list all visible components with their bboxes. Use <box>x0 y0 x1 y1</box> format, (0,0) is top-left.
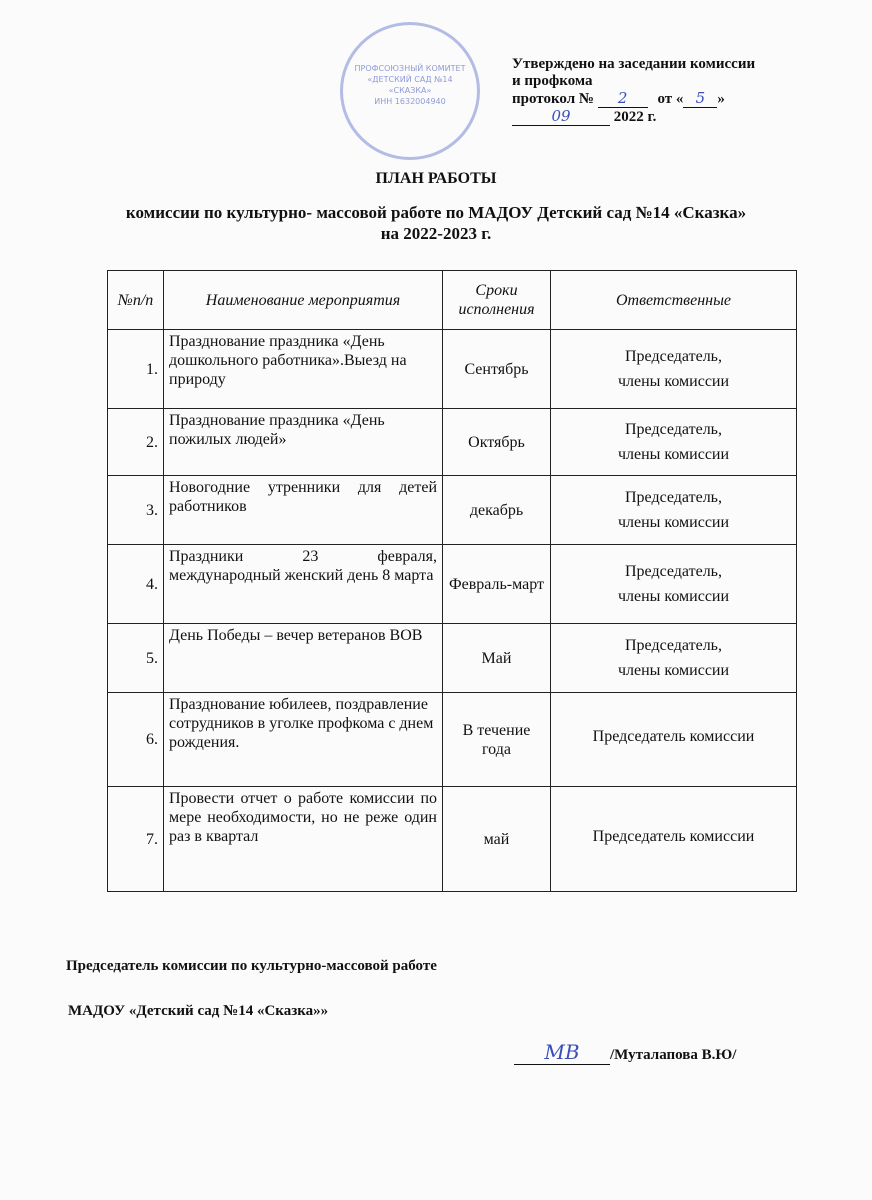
responsible-line1: Председатель комиссии <box>592 827 755 845</box>
table-row <box>108 693 797 787</box>
protocol-month: 09 <box>512 108 610 126</box>
protocol-number: 2 <box>598 90 648 108</box>
row-number: 7. <box>108 787 164 892</box>
from-label: от « <box>657 91 684 107</box>
protocol-label: протокол № <box>512 91 594 107</box>
row-number: 1. <box>108 330 164 409</box>
responsible-line2: члены комиссии <box>617 373 730 390</box>
stamp-text: ПРОФСОЮЗНЫЙ КОМИТЕТ <box>354 64 466 73</box>
event-term: Октябрь <box>443 409 551 476</box>
row-number: 3. <box>108 476 164 545</box>
event-term: В течение года <box>443 693 551 787</box>
header-num: №п/п <box>108 271 164 330</box>
table-row <box>108 330 797 409</box>
event-term: декабрь <box>443 476 551 545</box>
event-name: Празднование праздника «День пожилых людей» <box>164 409 443 476</box>
table-header-row <box>108 271 797 330</box>
row-number: 5. <box>108 624 164 693</box>
footer-line2: МАДОУ «Детский сад №14 «Сказка»» <box>68 1003 329 1019</box>
event-name: Провести отчет о работе комиссии по мере необходимости, но не реже один раз в квартал <box>164 787 443 892</box>
row-number: 2. <box>108 409 164 476</box>
stamp <box>340 22 480 160</box>
signature: МВ <box>514 1040 610 1065</box>
table-row <box>108 624 797 693</box>
footer-line1: Председатель комиссии по культурно-массовой работе <box>66 958 437 974</box>
responsible-line1: Председатель комиссии <box>592 728 755 745</box>
responsible-line2: члены комиссии <box>617 446 730 463</box>
event-term: Сентябрь <box>443 330 551 409</box>
event-name: Праздники 23 февраля, международный женский день 8 марта <box>164 545 443 624</box>
event-name: День Победы – вечер ветеранов ВОВ <box>164 624 443 693</box>
header-name: Наименование мероприятия <box>164 271 443 330</box>
responsible <box>551 476 797 545</box>
event-name: Празднование юбилеев, поздравление сотрудников в уголке профкома с днем рождения. <box>164 693 443 787</box>
table-row <box>108 476 797 545</box>
approval-line2: и профкома <box>512 73 593 89</box>
table-row <box>108 787 797 892</box>
responsible <box>551 330 797 409</box>
protocol-year: 2022 г. <box>613 109 657 125</box>
row-number: 4. <box>108 545 164 624</box>
responsible-line1: Председатель, <box>625 489 722 506</box>
header-responsible: Ответственные <box>551 271 797 330</box>
responsible-line1: Председатель, <box>625 563 722 580</box>
approval-line1: Утверждено на заседании комиссии <box>512 56 756 72</box>
signer-name: /Муталапова В.Ю/ <box>610 1047 737 1063</box>
responsible <box>551 545 797 624</box>
subtitle-year: на 2022-2023 г. <box>380 224 492 243</box>
approval-block <box>512 56 755 126</box>
responsible-line2: члены комиссии <box>617 514 730 531</box>
stamp-text: «ДЕТСКИЙ САД №14 <box>367 75 453 84</box>
responsible <box>551 693 797 787</box>
header-term: Сроки исполнения <box>443 271 551 330</box>
responsible-line2: члены комиссии <box>617 588 730 605</box>
table-row <box>108 409 797 476</box>
responsible <box>551 787 797 892</box>
responsible-line2: члены комиссии <box>617 662 730 679</box>
page-title: ПЛАН РАБОТЫ <box>375 170 497 187</box>
close-quote: » <box>717 91 725 107</box>
responsible <box>551 409 797 476</box>
stamp-text: «СКАЗКА» <box>388 86 432 95</box>
stamp-text: ИНН 1632004940 <box>374 97 446 106</box>
plan-table <box>107 270 797 892</box>
table-row <box>108 545 797 624</box>
protocol-day: 5 <box>683 90 717 108</box>
responsible-line1: Председатель, <box>625 421 722 438</box>
row-number: 6. <box>108 693 164 787</box>
event-term: Февраль-март <box>443 545 551 624</box>
subtitle: комиссии по культурно- массовой работе по МАДОУ Детский сад №14 «Сказка» <box>125 203 747 222</box>
event-name: Празднование праздника «День дошкольного работника».Выезд на природу <box>164 330 443 409</box>
event-name: Новогодние утренники для детей работников <box>164 476 443 545</box>
event-term: май <box>443 787 551 892</box>
responsible-line1: Председатель, <box>625 348 722 365</box>
responsible <box>551 624 797 693</box>
responsible-line1: Председатель, <box>625 637 722 654</box>
event-term: Май <box>443 624 551 693</box>
